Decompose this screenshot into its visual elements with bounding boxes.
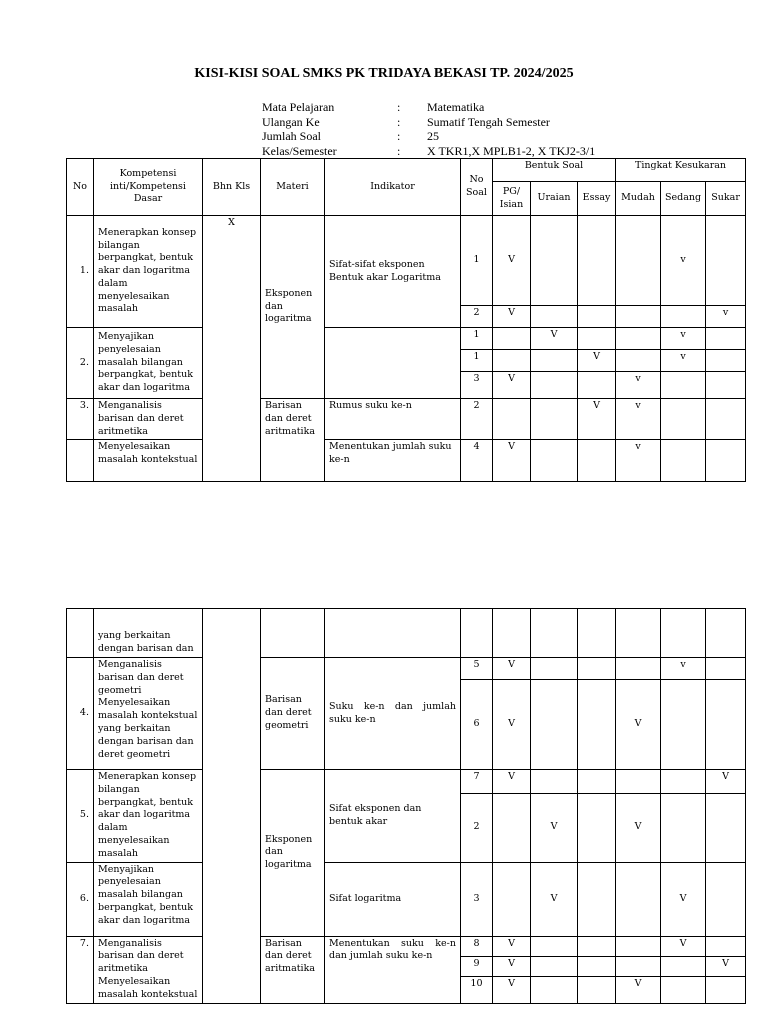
mark-mudah: V	[616, 680, 661, 770]
mark-pg: V	[493, 306, 531, 328]
mark-mudah	[616, 350, 661, 372]
header-tingkat-kesukaran: Tingkat Kesukaran	[616, 159, 746, 182]
kisi-kisi-table-page1	[66, 158, 746, 482]
mark-essay	[578, 770, 616, 794]
indikator-cell: Sifat eksponen dan bentuk akar	[325, 770, 461, 863]
mark-empty	[531, 609, 578, 658]
header-pg: PG/ Isian	[493, 182, 531, 216]
kompetensi-dasar: Menganalisis barisan dan deret geometri Menyelesaikan masalah kontekstual yang berkaitan dengan barisan dan deret geometri	[94, 658, 203, 770]
info-label: Mata Pelajaran	[262, 100, 335, 114]
mark-sukar	[706, 680, 746, 770]
mark-essay: V	[578, 350, 616, 372]
header-materi: Materi	[261, 159, 325, 216]
mark-sukar	[706, 977, 746, 1003]
mark-mudah	[616, 328, 661, 350]
mark-pg	[493, 328, 531, 350]
materi-cell: Barisan dan deret aritmatika	[261, 399, 325, 482]
mark-pg	[493, 350, 531, 372]
mark-mudah	[616, 936, 661, 956]
soal-number: 6	[461, 680, 493, 770]
materi-cell: Barisan dan deret geometri	[261, 658, 325, 770]
mark-sukar	[706, 658, 746, 680]
soal-number: 10	[461, 977, 493, 1003]
soal-number: 1	[461, 328, 493, 350]
row-number: 4.	[67, 658, 94, 770]
mark-pg: V	[493, 956, 531, 976]
kompetensi-dasar-continued: yang berkaitan dengan barisan dan	[94, 609, 203, 658]
bahan-kelas-empty	[203, 609, 261, 1004]
header-kompetensi: Kompetensi inti/Kompetensi Dasar	[94, 159, 203, 216]
mark-essay	[578, 956, 616, 976]
mark-sukar	[706, 350, 746, 372]
indikator-cell: Rumus suku ke-n	[325, 399, 461, 440]
mark-uraian: V	[531, 328, 578, 350]
soal-number: 7	[461, 770, 493, 794]
mark-uraian	[531, 977, 578, 1003]
mark-sukar	[706, 399, 746, 440]
mark-sedang	[661, 977, 706, 1003]
mark-sukar	[706, 372, 746, 399]
row-number: 1.	[67, 216, 94, 328]
kompetensi-dasar: Menyajikan penyelesaian masalah bilangan berpangkat, bentuk akar dan logaritma	[94, 862, 203, 936]
mark-essay	[578, 862, 616, 936]
mark-mudah: v	[616, 440, 661, 482]
mark-uraian	[531, 399, 578, 440]
mark-uraian	[531, 658, 578, 680]
indikator-cell-empty	[325, 609, 461, 658]
mark-sedang	[661, 440, 706, 482]
info-colon: :	[397, 114, 401, 129]
mark-empty	[661, 609, 706, 658]
kompetensi-dasar: Menerapkan konsep bilangan berpangkat, bentuk akar dan logaritma dalam menyelesaikan masalah	[94, 770, 203, 863]
mark-mudah	[616, 216, 661, 306]
mark-essay	[578, 306, 616, 328]
mark-sedang: v	[661, 658, 706, 680]
mark-sedang	[661, 372, 706, 399]
kisi-kisi-table-page2	[66, 608, 746, 1004]
mark-sedang	[661, 793, 706, 862]
soal-number: 2	[461, 399, 493, 440]
kompetensi-dasar: Menerapkan konsep bilangan berpangkat, bentuk akar dan logaritma dalam menyelesaikan masalah	[94, 216, 203, 328]
kompetensi-dasar: Menyelesaikan masalah kontekstual	[94, 440, 203, 482]
mark-sukar: V	[706, 770, 746, 794]
header-sedang: Sedang	[661, 182, 706, 216]
soal-number: 1	[461, 350, 493, 372]
info-row-jumlah	[262, 129, 595, 144]
header-mudah: Mudah	[616, 182, 661, 216]
header-essay: Essay	[578, 182, 616, 216]
mark-essay	[578, 216, 616, 306]
mark-mudah	[616, 306, 661, 328]
mark-mudah: V	[616, 793, 661, 862]
header-indikator: Indikator	[325, 159, 461, 216]
mark-essay	[578, 793, 616, 862]
mark-mudah: v	[616, 399, 661, 440]
document-info	[262, 100, 595, 158]
soal-number: 4	[461, 440, 493, 482]
document-title: KISI-KISI SOAL SMKS PK TRIDAYA BEKASI TP. 2024/2025	[194, 66, 574, 81]
mark-sukar	[706, 440, 746, 482]
info-value: Sumatif Tengah Semester	[427, 114, 550, 129]
row-number: 5.	[67, 770, 94, 863]
mark-sukar	[706, 328, 746, 350]
soal-number: 3	[461, 862, 493, 936]
mark-uraian	[531, 350, 578, 372]
header-sukar: Sukar	[706, 182, 746, 216]
mark-uraian	[531, 936, 578, 956]
indikator-cell: Menentukan suku ke-n dan jumlah suku ke-n	[325, 936, 461, 1003]
kompetensi-dasar: Menganalisis barisan dan deret aritmetika Menyelesaikan masalah kontekstual	[94, 936, 203, 1003]
info-label: Jumlah Soal	[262, 129, 321, 143]
mark-sedang: v	[661, 328, 706, 350]
mark-uraian	[531, 306, 578, 328]
mark-sedang	[661, 956, 706, 976]
mark-uraian: V	[531, 793, 578, 862]
header-no-soal: No Soal	[461, 159, 493, 216]
mark-essay	[578, 936, 616, 956]
header-bentuk-soal: Bentuk Soal	[493, 159, 616, 182]
kompetensi-dasar: Menganalisis barisan dan deret aritmetika	[94, 399, 203, 440]
mark-uraian	[531, 216, 578, 306]
mark-essay	[578, 977, 616, 1003]
mark-sedang: V	[661, 936, 706, 956]
mark-empty	[706, 609, 746, 658]
indikator-cell: Sifat-sifat eksponen Bentuk akar Logaritma	[325, 216, 461, 328]
header-uraian: Uraian	[531, 182, 578, 216]
mark-uraian: V	[531, 862, 578, 936]
row-number-empty	[67, 609, 94, 658]
mark-mudah: V	[616, 977, 661, 1003]
mark-essay	[578, 680, 616, 770]
mark-sukar	[706, 936, 746, 956]
mark-uraian	[531, 956, 578, 976]
info-value: Matematika	[427, 100, 485, 114]
mark-essay: V	[578, 399, 616, 440]
row-number: 6.	[67, 862, 94, 936]
mark-essay	[578, 658, 616, 680]
row-number: 2.	[67, 328, 94, 399]
mark-sedang	[661, 770, 706, 794]
mark-pg: V	[493, 372, 531, 399]
mark-mudah	[616, 956, 661, 976]
mark-sukar	[706, 216, 746, 306]
mark-empty	[616, 609, 661, 658]
mark-sedang: V	[661, 862, 706, 936]
mark-sedang	[661, 399, 706, 440]
mark-pg: V	[493, 680, 531, 770]
soal-number: 3	[461, 372, 493, 399]
mark-pg: V	[493, 216, 531, 306]
mark-empty	[493, 609, 531, 658]
mark-sukar	[706, 862, 746, 936]
mark-pg: V	[493, 770, 531, 794]
mark-uraian	[531, 372, 578, 399]
mark-sukar: v	[706, 306, 746, 328]
materi-cell: Barisan dan deret aritmatika	[261, 936, 325, 1003]
materi-cell: Eksponen dan logaritma	[261, 216, 325, 399]
mark-sukar: V	[706, 956, 746, 976]
mark-pg	[493, 862, 531, 936]
soal-number: 2	[461, 793, 493, 862]
soal-number: 2	[461, 306, 493, 328]
info-row-mapel	[262, 100, 595, 115]
mark-mudah	[616, 862, 661, 936]
mark-pg: V	[493, 658, 531, 680]
kompetensi-dasar: Menyajikan penyelesaian masalah bilangan berpangkat, bentuk akar dan logaritma	[94, 328, 203, 399]
indikator-cell: Sifat logaritma	[325, 862, 461, 936]
mark-pg: V	[493, 936, 531, 956]
soal-number: 1	[461, 216, 493, 306]
info-colon: :	[397, 129, 401, 143]
mark-sedang: v	[661, 350, 706, 372]
row-number: 3.	[67, 399, 94, 440]
row-number-empty	[67, 440, 94, 482]
mark-empty	[578, 609, 616, 658]
mark-pg	[493, 793, 531, 862]
header-no: No	[67, 159, 94, 216]
row-number: 7.	[67, 936, 94, 1003]
soal-number-empty	[461, 609, 493, 658]
info-row-kelas	[262, 144, 595, 159]
soal-number: 9	[461, 956, 493, 976]
mark-sukar	[706, 793, 746, 862]
soal-number: 8	[461, 936, 493, 956]
materi-cell: Eksponen dan logaritma	[261, 770, 325, 937]
info-row-ulangan	[262, 115, 595, 130]
soal-number: 5	[461, 658, 493, 680]
bahan-kelas-mark: X	[203, 216, 261, 482]
info-value: X TKR1,X MPLB1-2, X TKJ2-3/1	[427, 143, 596, 158]
info-value: 25	[427, 129, 439, 143]
mark-essay	[578, 440, 616, 482]
info-colon: :	[397, 143, 401, 158]
header-bhn-kls: Bhn Kls	[203, 159, 261, 216]
mark-mudah	[616, 658, 661, 680]
mark-uraian	[531, 440, 578, 482]
mark-pg: V	[493, 440, 531, 482]
mark-uraian	[531, 770, 578, 794]
info-label: Kelas/Semester	[262, 143, 337, 158]
mark-uraian	[531, 680, 578, 770]
mark-sedang	[661, 306, 706, 328]
materi-cell-empty	[261, 609, 325, 658]
mark-sedang: v	[661, 216, 706, 306]
indikator-cell: Suku ke-n dan jumlah suku ke-n	[325, 658, 461, 770]
mark-pg: V	[493, 977, 531, 1003]
mark-mudah	[616, 770, 661, 794]
info-colon: :	[397, 100, 401, 114]
info-label: Ulangan Ke	[262, 114, 320, 129]
mark-essay	[578, 372, 616, 399]
mark-mudah: v	[616, 372, 661, 399]
mark-pg	[493, 399, 531, 440]
mark-essay	[578, 328, 616, 350]
mark-sedang	[661, 680, 706, 770]
indikator-cell-empty	[325, 328, 461, 399]
indikator-cell: Menentukan jumlah suku ke-n	[325, 440, 461, 482]
